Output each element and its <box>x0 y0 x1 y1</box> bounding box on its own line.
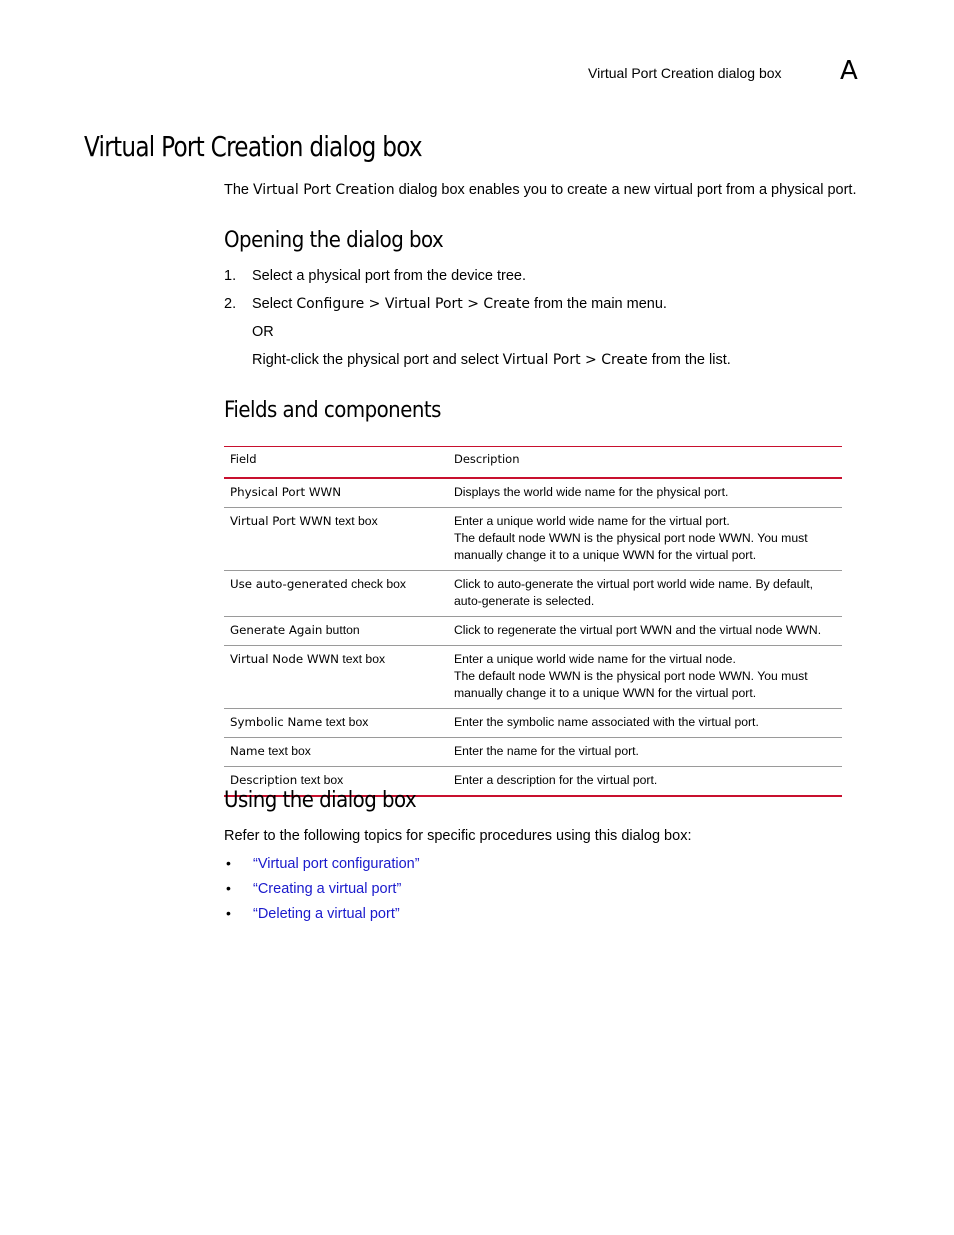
table-row <box>224 709 842 738</box>
description-text: Click to regenerate the virtual port WWN and the virtual node WWN. <box>454 623 822 637</box>
step-2-post: from the main menu. <box>529 296 667 312</box>
step-2-text <box>252 296 667 312</box>
running-header-title: Virtual Port Creation dialog box <box>588 65 782 81</box>
description-note: The default node WWN is the physical port node WWN. You must manually change it to a unique WWN for the virtual port. <box>454 669 808 700</box>
description-text: Enter the symbolic name associated with the virtual port. <box>454 715 759 729</box>
step-2-number: 2. <box>224 296 237 312</box>
step-alt-pre: Right-click the physical port and select <box>252 352 503 368</box>
field-suffix: text box <box>297 773 344 787</box>
link-creating-a-virtual-port[interactable]: “Creating a virtual port” <box>253 881 402 897</box>
column-header-field: Field <box>230 452 257 466</box>
fields-heading: Fields and components <box>224 398 441 423</box>
description-text: Enter the name for the virtual port. <box>454 744 639 758</box>
field-name: Name <box>230 744 265 758</box>
field-cell <box>224 738 448 767</box>
field-suffix: text box <box>322 715 369 729</box>
field-cell <box>224 508 448 571</box>
link-virtual-port-configuration[interactable]: “Virtual port configuration” <box>253 856 420 872</box>
field-cell <box>224 617 448 646</box>
bullet-icon: • <box>226 880 231 896</box>
fields-table <box>224 446 842 797</box>
page-title: Virtual Port Creation dialog box <box>84 130 422 163</box>
field-cell <box>224 478 448 508</box>
description-cell <box>448 571 842 617</box>
step-1-number: 1. <box>224 268 237 284</box>
field-suffix: text box <box>331 514 378 528</box>
table-row <box>224 617 842 646</box>
field-cell <box>224 709 448 738</box>
step-alt-bold: Virtual Port > Create <box>502 352 648 368</box>
field-name: Description <box>230 773 298 787</box>
description-cell <box>448 767 842 797</box>
column-header-description: Description <box>454 452 520 466</box>
step-alt-text <box>252 352 731 368</box>
intro-pre: The <box>224 182 254 198</box>
step-alt-post: from the list. <box>647 352 731 368</box>
description-text: Enter a unique world wide name for the virtual node. <box>454 652 736 666</box>
step-1-text: Select a physical port from the device tree. <box>252 268 527 284</box>
intro-bold: Virtual Port Creation <box>253 182 395 198</box>
using-paragraph: Refer to the following topics for specific procedures using this dialog box: <box>224 828 692 844</box>
table-row <box>224 478 842 508</box>
opening-heading: Opening the dialog box <box>224 228 444 253</box>
description-cell <box>448 617 842 646</box>
appendix-letter: A <box>840 56 858 86</box>
field-cell <box>224 571 448 617</box>
step-2-bold: Configure > Virtual Port > Create <box>296 296 530 312</box>
description-cell <box>448 508 842 571</box>
description-text: Enter a description for the virtual port. <box>454 773 658 787</box>
step-or-text: OR <box>252 324 274 340</box>
field-name: Symbolic Name <box>230 715 323 729</box>
description-text: Displays the world wide name for the physical port. <box>454 485 729 499</box>
description-note: The default node WWN is the physical port node WWN. You must manually change it to a unique WWN for the virtual port. <box>454 531 808 562</box>
table-row <box>224 508 842 571</box>
table-header-row <box>224 447 842 479</box>
field-suffix: text box <box>264 744 311 758</box>
field-name: Use auto-generated <box>230 577 348 591</box>
description-cell <box>448 646 842 709</box>
description-cell <box>448 738 842 767</box>
field-cell <box>224 646 448 709</box>
intro-post: dialog box enables you to create a new virtual port from a physical port. <box>394 182 857 198</box>
field-suffix: text box <box>339 652 386 666</box>
link-deleting-a-virtual-port[interactable]: “Deleting a virtual port” <box>253 906 400 922</box>
field-suffix: button <box>322 623 360 637</box>
field-name: Generate Again <box>230 623 323 637</box>
table-row <box>224 646 842 709</box>
bullet-icon: • <box>226 855 231 871</box>
description-cell <box>448 478 842 508</box>
field-name: Virtual Node WWN <box>230 652 339 666</box>
description-cell <box>448 709 842 738</box>
description-text: Enter a unique world wide name for the virtual port. <box>454 514 730 528</box>
using-heading: Using the dialog box <box>224 788 417 813</box>
table-row <box>224 738 842 767</box>
step-2-pre: Select <box>252 296 297 312</box>
field-name: Physical Port WWN <box>230 485 342 499</box>
field-suffix: check box <box>347 577 407 591</box>
bullet-icon: • <box>226 905 231 921</box>
description-text: Click to auto-generate the virtual port world wide name. By default, auto-generate is selected. <box>454 577 814 608</box>
intro-paragraph <box>224 182 857 198</box>
table-row <box>224 571 842 617</box>
field-name: Virtual Port WWN <box>230 514 332 528</box>
